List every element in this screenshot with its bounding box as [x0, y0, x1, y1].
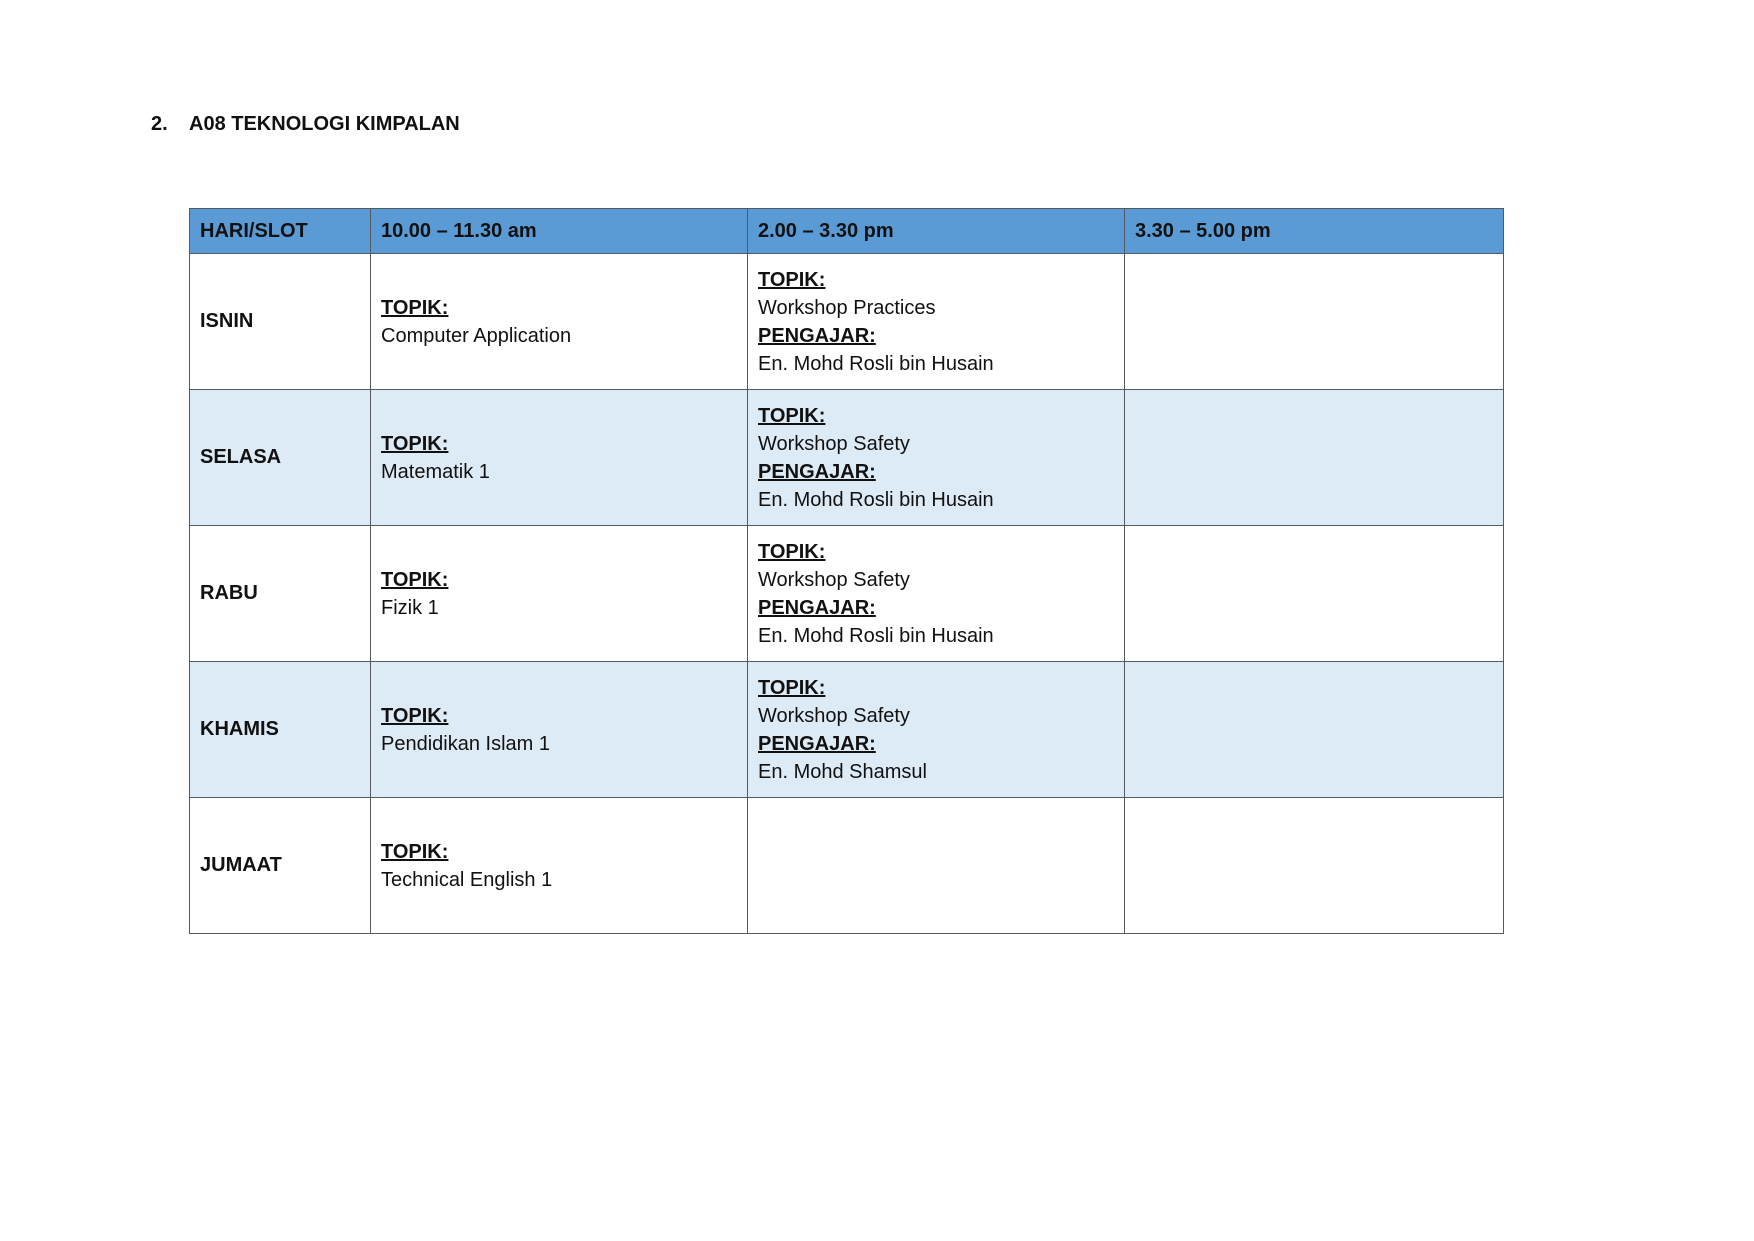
slot-3-cell: [1125, 662, 1504, 798]
table-row: [190, 662, 1504, 798]
teacher-label: PENGAJAR:: [758, 324, 876, 347]
table-row: [190, 254, 1504, 390]
teacher-label: PENGAJAR:: [758, 460, 876, 483]
timetable: [189, 208, 1504, 934]
table-header-row: [190, 209, 1504, 254]
slot-3-cell: [1125, 390, 1504, 526]
table-row: [190, 798, 1504, 934]
column-header-day-slot: HARI/SLOT: [190, 209, 371, 254]
topic-value: Workshop Safety: [758, 568, 910, 591]
topic-value: Pendidikan Islam 1: [381, 732, 550, 755]
slot-3-cell: [1125, 254, 1504, 390]
slot-1-cell: [371, 254, 748, 390]
section-number: 2.: [151, 113, 168, 135]
teacher-value: En. Mohd Rosli bin Husain: [758, 624, 994, 647]
slot-1-cell: [371, 526, 748, 662]
section-title: A08 TEKNOLOGI KIMPALAN: [189, 113, 460, 135]
table-row: [190, 526, 1504, 662]
slot-1-cell: [371, 798, 748, 934]
topic-value: Computer Application: [381, 324, 572, 347]
slot-1-cell: [371, 662, 748, 798]
topic-label: TOPIK:: [758, 676, 826, 699]
topic-value: Technical English 1: [381, 868, 553, 891]
topic-label: TOPIK:: [381, 704, 449, 727]
topic-label: TOPIK:: [381, 296, 449, 319]
topic-label: TOPIK:: [381, 432, 449, 455]
teacher-value: En. Mohd Rosli bin Husain: [758, 352, 994, 375]
topic-label: TOPIK:: [758, 540, 826, 563]
slot-2-cell: [748, 390, 1125, 526]
column-header-slot-3: 3.30 – 5.00 pm: [1125, 209, 1504, 254]
day-cell: SELASA: [190, 390, 371, 526]
teacher-label: PENGAJAR:: [758, 596, 876, 619]
slot-2-cell: [748, 254, 1125, 390]
topic-value: Matematik 1: [381, 460, 490, 483]
column-header-slot-2: 2.00 – 3.30 pm: [748, 209, 1125, 254]
day-cell: KHAMIS: [190, 662, 371, 798]
slot-2-cell: [748, 526, 1125, 662]
topic-label: TOPIK:: [381, 568, 449, 591]
slot-3-cell: [1125, 526, 1504, 662]
topic-value: Workshop Safety: [758, 704, 910, 727]
topic-value: Fizik 1: [381, 596, 439, 619]
topic-label: TOPIK:: [758, 268, 826, 291]
teacher-value: En. Mohd Shamsul: [758, 760, 927, 783]
topic-label: TOPIK:: [758, 404, 826, 427]
teacher-label: PENGAJAR:: [758, 732, 876, 755]
slot-2-cell: [748, 662, 1125, 798]
slot-3-cell: [1125, 798, 1504, 934]
slot-1-cell: [371, 390, 748, 526]
day-cell: RABU: [190, 526, 371, 662]
section-heading: [151, 113, 460, 136]
day-cell: JUMAAT: [190, 798, 371, 934]
column-header-slot-1: 10.00 – 11.30 am: [371, 209, 748, 254]
slot-2-cell: [748, 798, 1125, 934]
topic-label: TOPIK:: [381, 840, 449, 863]
topic-value: Workshop Practices: [758, 296, 936, 319]
topic-value: Workshop Safety: [758, 432, 910, 455]
day-cell: ISNIN: [190, 254, 371, 390]
teacher-value: En. Mohd Rosli bin Husain: [758, 488, 994, 511]
table-row: [190, 390, 1504, 526]
